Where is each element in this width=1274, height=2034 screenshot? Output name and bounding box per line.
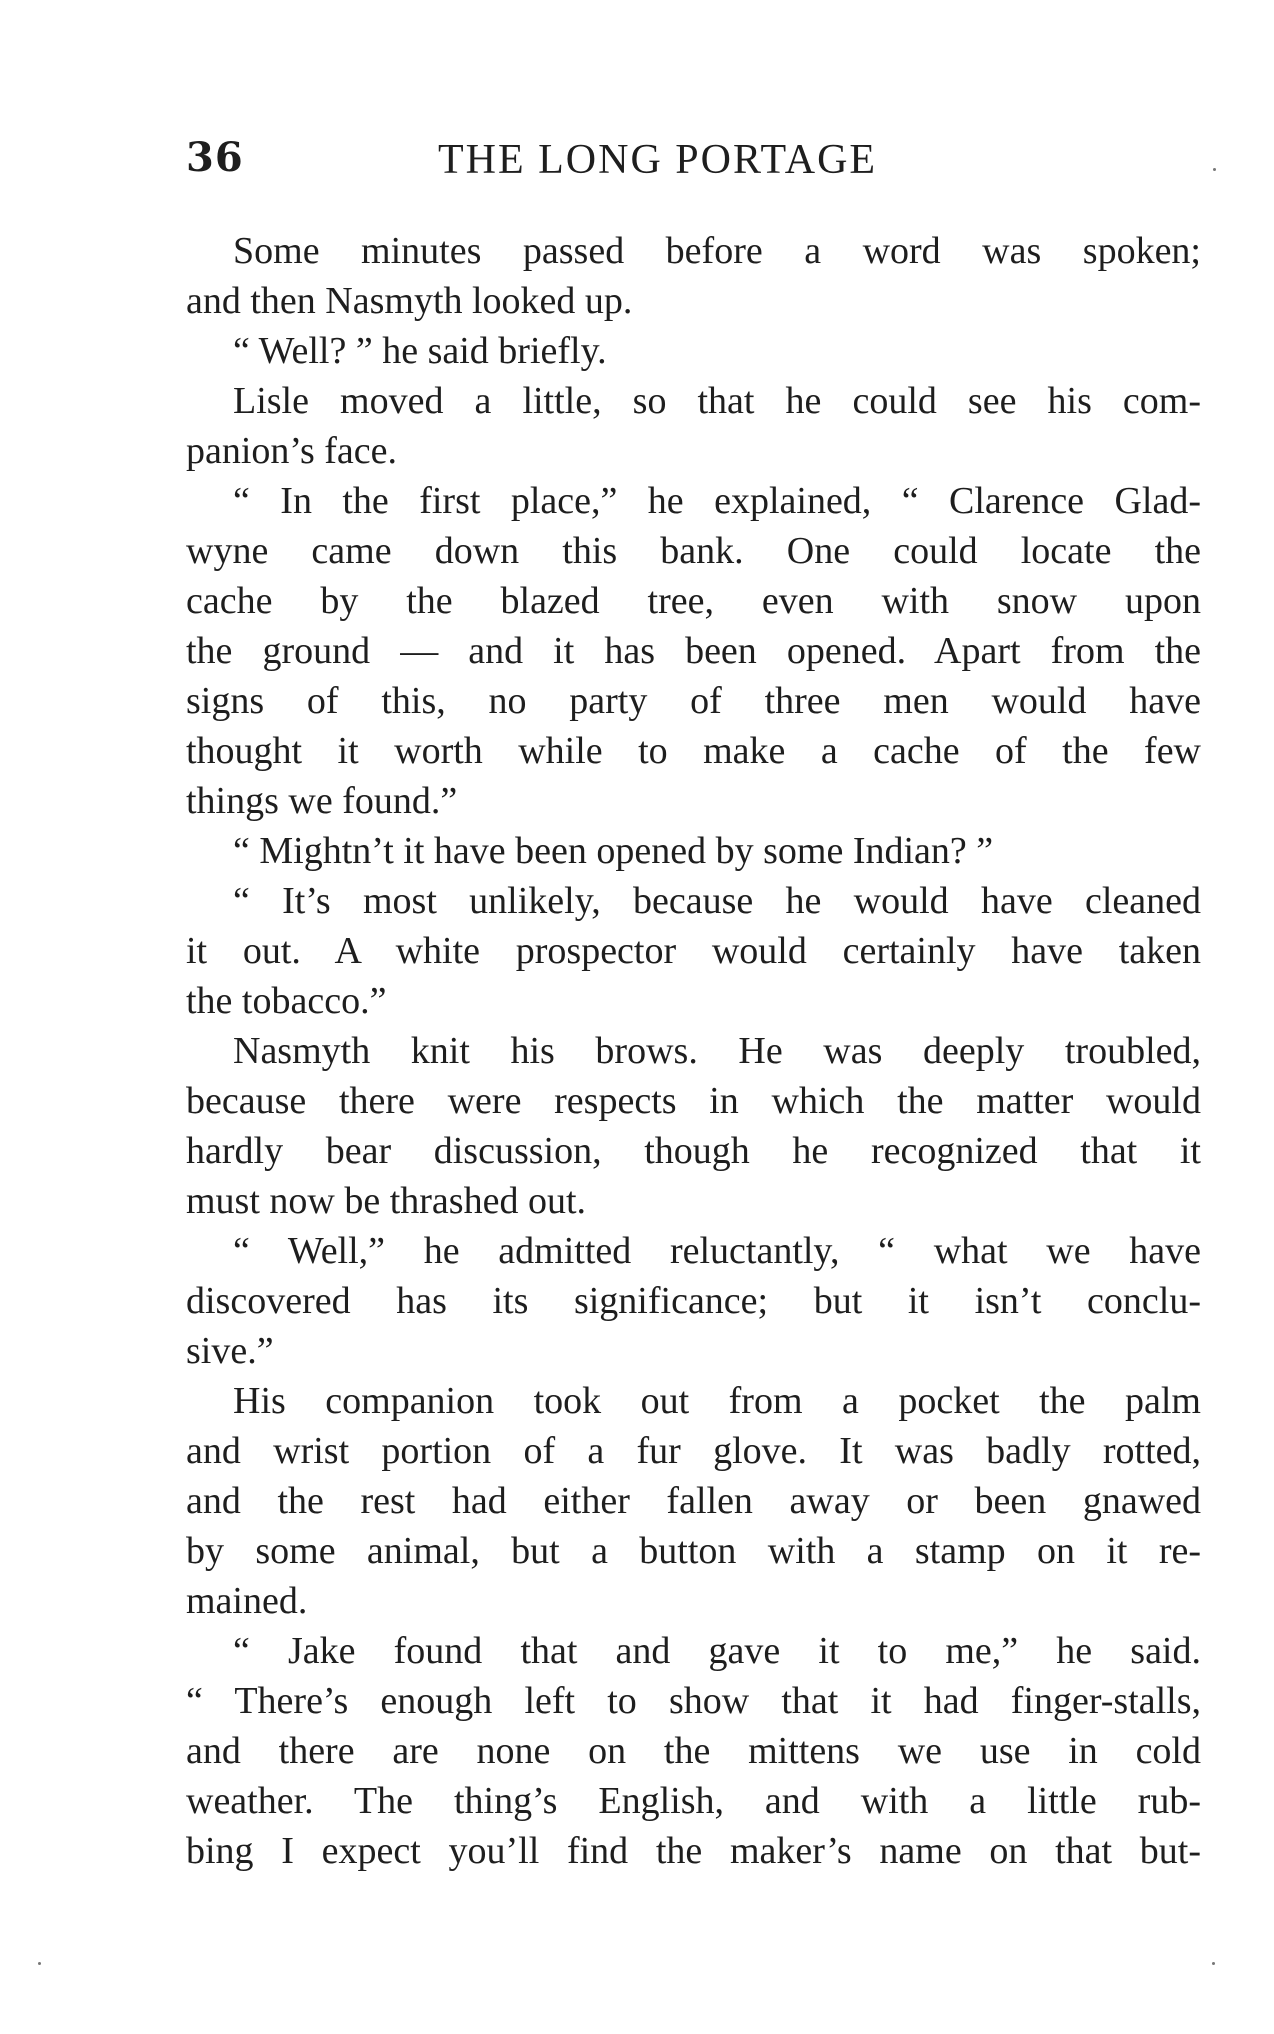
- page-header: [186, 134, 1201, 184]
- text-line: His companion took out from a pocket the palm: [233, 1380, 1201, 1422]
- paper-speck: [1212, 1962, 1215, 1965]
- text-line: wyne came down this bank. One could locate the: [186, 530, 1201, 572]
- text-line: and there are none on the mittens we use in cold: [186, 1730, 1201, 1772]
- text-line: the ground — and it has been opened. Apart from the: [186, 630, 1201, 672]
- body-text: [186, 226, 1201, 1876]
- text-line: and then Nasmyth looked up.: [186, 280, 633, 322]
- paper-speck: [1213, 168, 1216, 171]
- text-line: sive.”: [186, 1330, 274, 1372]
- text-line: the tobacco.”: [186, 980, 387, 1022]
- page-number: 36: [186, 134, 244, 181]
- text-line: Some minutes passed before a word was spoken;: [233, 230, 1201, 272]
- text-line: discovered has its significance; but it isn’t conclu-: [186, 1280, 1201, 1322]
- text-line: “ It’s most unlikely, because he would have cleaned: [233, 880, 1201, 922]
- text-line: by some animal, but a button with a stamp on it re-: [186, 1530, 1201, 1572]
- text-line: weather. The thing’s English, and with a little rub-: [186, 1780, 1201, 1822]
- text-line: and the rest had either fallen away or been gnawed: [186, 1480, 1201, 1522]
- paper-speck: [38, 1962, 41, 1965]
- text-line: “ In the first place,” he explained, “ Clarence Glad-: [233, 480, 1201, 522]
- text-line: “ Mightn’t it have been opened by some Indian? ”: [233, 830, 994, 872]
- text-line: Lisle moved a little, so that he could see his com-: [233, 380, 1201, 422]
- text-line: panion’s face.: [186, 430, 398, 472]
- text-line: mained.: [186, 1580, 308, 1622]
- text-line: because there were respects in which the matter would: [186, 1080, 1201, 1122]
- text-line: “ Jake found that and gave it to me,” he said.: [233, 1630, 1201, 1672]
- text-line: “ Well,” he admitted reluctantly, “ what we have: [233, 1230, 1201, 1272]
- text-line: bing I expect you’ll find the maker’s name on that but-: [186, 1830, 1201, 1872]
- text-line: things we found.”: [186, 780, 458, 822]
- running-title: THE LONG PORTAGE: [438, 137, 878, 183]
- text-line: “ There’s enough left to show that it had finger-stalls,: [186, 1680, 1201, 1722]
- text-line: hardly bear discussion, though he recognized that it: [186, 1130, 1201, 1172]
- text-line: and wrist portion of a fur glove. It was badly rotted,: [186, 1430, 1201, 1472]
- text-line: “ Well? ” he said briefly.: [233, 330, 607, 372]
- text-line: thought it worth while to make a cache of the few: [186, 730, 1201, 772]
- text-line: signs of this, no party of three men would have: [186, 680, 1201, 722]
- text-line: Nasmyth knit his brows. He was deeply troubled,: [233, 1030, 1201, 1072]
- text-line: cache by the blazed tree, even with snow upon: [186, 580, 1201, 622]
- text-line: it out. A white prospector would certainly have taken: [186, 930, 1201, 972]
- text-line: must now be thrashed out.: [186, 1180, 587, 1222]
